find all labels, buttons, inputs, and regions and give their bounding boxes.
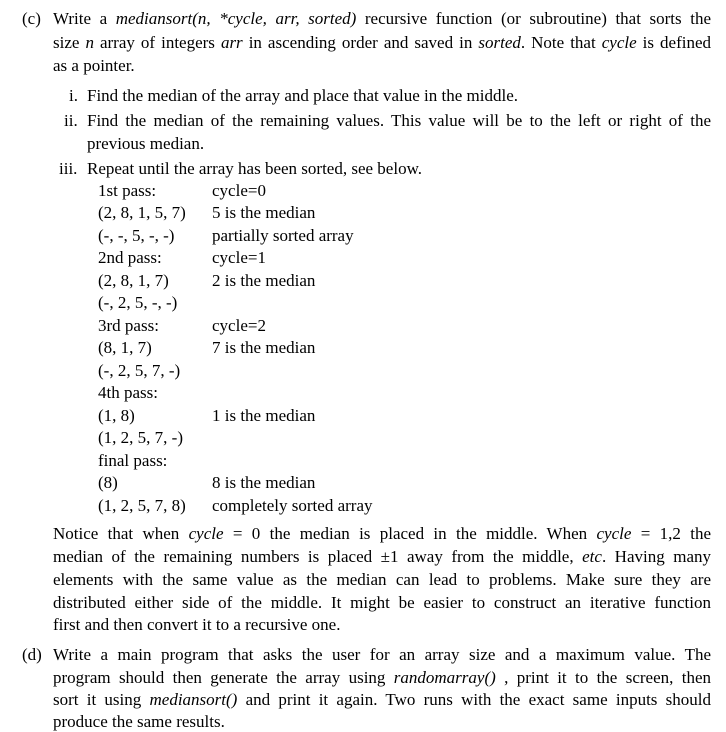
part-c-line-1: Write a mediansort(n, *cycle, arr, sorted) recursive function (or subroutine) that sorts the (53, 9, 711, 28)
part-c-line-2: size n array of integers arr in ascending order and saved in sorted. Note that cycle is defined (53, 33, 711, 52)
notice-line-4: distributed either side of the middle. It might be easier to construct an iterative function (53, 593, 711, 612)
step-iii-text: Repeat until the array has been sorted, see below. (87, 159, 422, 178)
step-ii-text-cont: previous median. (87, 134, 205, 153)
part-d-line-4: produce the same results. (53, 712, 225, 731)
part-d-line-1: Write a main program that asks the user for an array size and a maximum value. The (53, 645, 711, 664)
notice-line-5: first and then convert it to a recursive one. (53, 615, 341, 634)
part-c-label: (c) (22, 9, 41, 28)
step-i-num: i. (69, 86, 78, 105)
step-ii-num: ii. (64, 111, 78, 130)
part-c-line-3: as a pointer. (53, 56, 135, 75)
step-iii-num: iii. (59, 159, 78, 178)
part-d-line-3: sort it using mediansort() and print it again. Two runs with the exact same inputs should (53, 690, 711, 709)
part-d-label: (d) (22, 645, 42, 664)
step-i-text: Find the median of the array and place that value in the middle. (87, 86, 518, 105)
notice-line-1: Notice that when cycle = 0 the median is placed in the middle. When cycle = 1,2 the (53, 524, 711, 543)
step-ii-text: Find the median of the remaining values. This value will be to the left or right of the (87, 111, 711, 130)
notice-line-2: median of the remaining numbers is placed ±1 away from the middle, etc. Having many (53, 547, 711, 566)
part-d-line-2: program should then generate the array using randomarray() , print it to the screen, then (53, 668, 711, 687)
notice-line-3: elements with the same value as the median can lead to problems. Make sure they are (53, 570, 711, 589)
